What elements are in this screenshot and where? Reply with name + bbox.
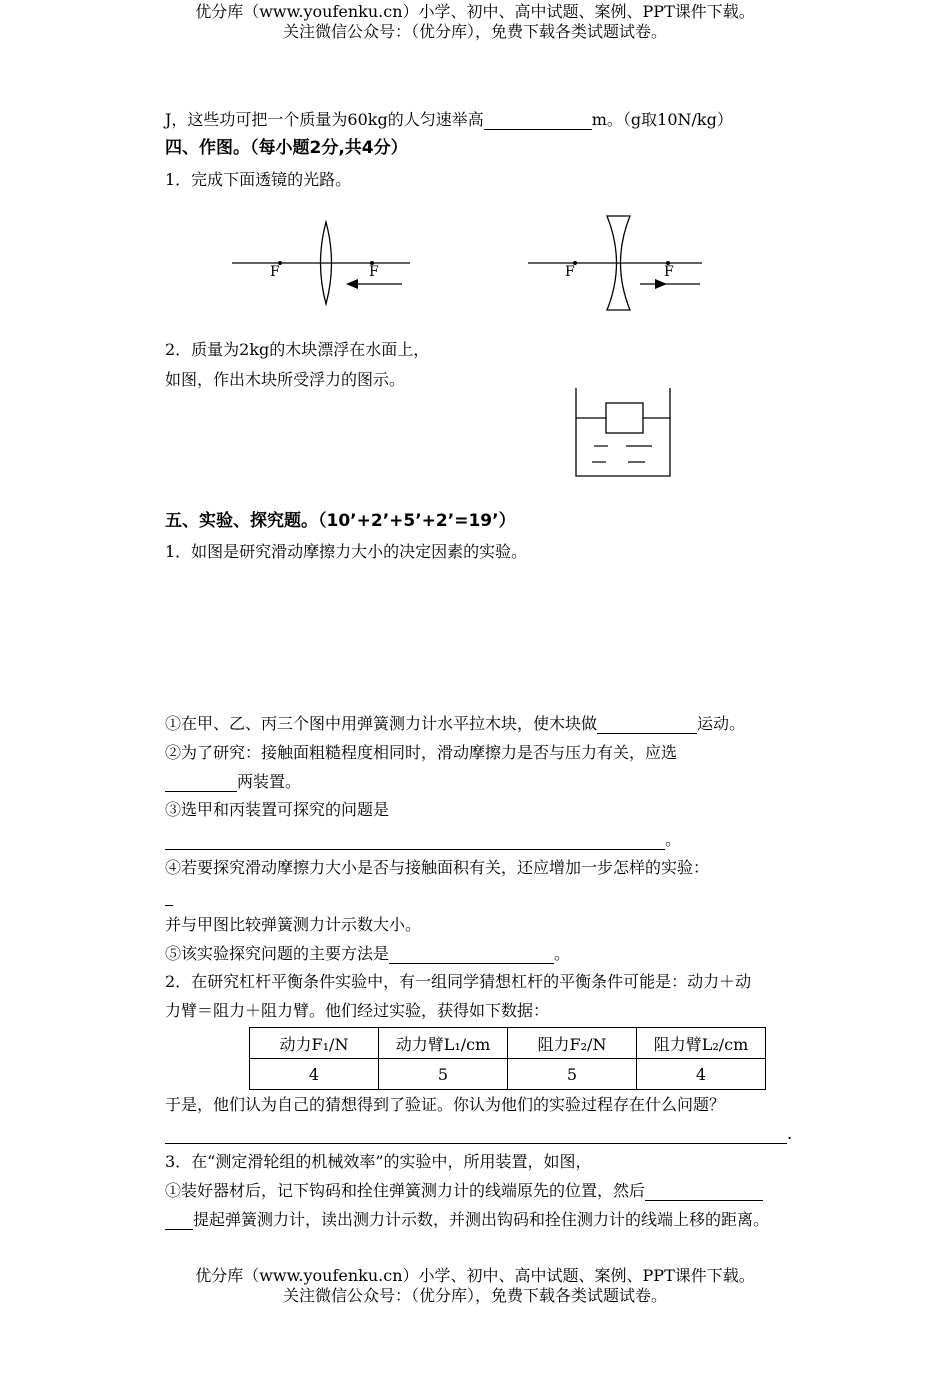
table-cell: 5 <box>379 1059 508 1090</box>
q2-answer-end: . <box>787 1124 793 1143</box>
q1-step-1-text: ①在甲、乙、丙三个图中用弹簧测力计水平拉木块，使木块做 <box>165 714 598 733</box>
answer-blank[interactable] <box>645 1184 763 1201</box>
q2-question: 于是，他们认为自己的猜想得到了验证。你认为他们的实验过程存在什么问题？ <box>165 1095 726 1114</box>
header-line-1: 优分库（www.youfenku.cn）小学、初中、高中试题、案例、PPT课件下载。 <box>195 2 755 21</box>
table-row <box>250 1059 766 1090</box>
ray-arrow-right <box>655 279 667 289</box>
answer-blank[interactable] <box>165 889 173 906</box>
q3-line1: 3．在“测定滑轮组的机械效率”的实验中，所用装置，如图， <box>165 1152 592 1171</box>
q2-answer <box>165 1124 792 1144</box>
section-4-title: 四、作图。（每小题2分,共4分） <box>165 138 408 158</box>
answer-blank[interactable] <box>389 947 554 964</box>
table-header-row <box>250 1028 766 1059</box>
table-header-cell: 动力F₁/N <box>250 1028 379 1059</box>
concave-lens-group <box>528 216 702 310</box>
q1-step-2-line1: ②为了研究：接触面粗糙程度相同时，滑动摩擦力是否与压力有关，应选 <box>165 743 678 762</box>
table-cell: 4 <box>637 1059 766 1090</box>
q1-step-1 <box>165 714 745 734</box>
q1-step-4-answer <box>165 886 173 906</box>
work-question-suffix: m。（g取10N/kg） <box>591 110 733 129</box>
work-question-prefix: J，这些功可把一个质量为60kg的人匀速举高 <box>165 110 484 129</box>
header-line-2: 关注微信公众号：（优分库），免费下载各类试题试卷。 <box>282 22 667 41</box>
q3-step-1-text-2: 提起弹簧测力计，读出测力计示数，并测出钩码和拴住测力计的线端上移的距离。 <box>193 1210 770 1229</box>
q1-step-3-answer <box>165 830 681 850</box>
q1-step-2-line2 <box>165 772 301 792</box>
answer-blank[interactable] <box>165 775 237 792</box>
table-header-cell: 阻力F₂/N <box>508 1028 637 1059</box>
table-cell: 4 <box>250 1059 379 1090</box>
table-cell: 5 <box>508 1059 637 1090</box>
floating-block-diagram <box>576 388 670 476</box>
answer-blank[interactable] <box>165 1127 787 1144</box>
q1-step-5 <box>165 944 570 964</box>
q2-line2: 力臂＝阻力＋阻力臂。他们经过实验，获得如下数据： <box>165 1001 550 1020</box>
table-header-cell: 动力臂L₁/cm <box>379 1028 508 1059</box>
footer-line-1: 优分库（www.youfenku.cn）小学、初中、高中试题、案例、PPT课件下载。 <box>195 1266 755 1285</box>
table-header-cell: 阻力臂L₂/cm <box>637 1028 766 1059</box>
q1-step-5-end: 。 <box>554 944 571 963</box>
q2-line1: 2．在研究杠杆平衡条件实验中，有一组同学猜想杠杆的平衡条件可能是：动力＋动 <box>165 972 752 991</box>
section-5-q1-intro: 1．如图是研究滑动摩擦力大小的决定因素的实验。 <box>165 542 528 561</box>
convex-lens-group <box>232 222 410 304</box>
section-4-q2-line1: 2．质量为2kg的木块漂浮在水面上， <box>165 340 430 359</box>
container-walls <box>576 388 670 476</box>
focus-label-right-2: F <box>664 264 674 280</box>
q3-step-1-line2 <box>165 1210 769 1230</box>
q1-step-5-text: ⑤该实验探究问题的主要方法是 <box>165 944 390 963</box>
wooden-block <box>606 403 643 433</box>
q3-step-1-line1 <box>165 1181 763 1201</box>
answer-blank[interactable] <box>597 717 697 734</box>
section-5-title: 五、实验、探究题。（10’+2’+5’+2’=19’） <box>165 511 516 531</box>
q1-step-4-line2: 并与甲图比较弹簧测力计示数大小。 <box>165 915 422 934</box>
focus-label-left-2: F <box>565 264 575 280</box>
section-4-q1: 1．完成下面透镜的光路。 <box>165 170 352 189</box>
answer-blank[interactable] <box>165 1213 193 1230</box>
footer-line-2: 关注微信公众号：（优分库），免费下载各类试题试卷。 <box>282 1286 667 1305</box>
lever-data-table <box>249 1027 766 1090</box>
q1-step-1-end: 运动。 <box>697 714 746 733</box>
q1-step-3: ③选甲和丙装置可探究的问题是 <box>165 800 390 819</box>
q3-step-1-text: ①装好器材后，记下钩码和拴住弹簧测力计的线端原先的位置，然后 <box>165 1181 646 1200</box>
focus-label-left: F <box>270 264 280 280</box>
q1-step-2-end: 两装置。 <box>237 772 302 791</box>
answer-blank[interactable] <box>165 833 665 850</box>
q1-step-3-end: 。 <box>665 830 682 849</box>
q1-step-4: ④若要探究滑动摩擦力大小是否与接触面积有关，还应增加一步怎样的实验： <box>165 858 710 877</box>
section-4-q2-line2: 如图，作出木块所受浮力的图示。 <box>165 370 406 389</box>
ray-arrow-left <box>346 279 358 289</box>
focus-label-right: F <box>369 264 379 280</box>
